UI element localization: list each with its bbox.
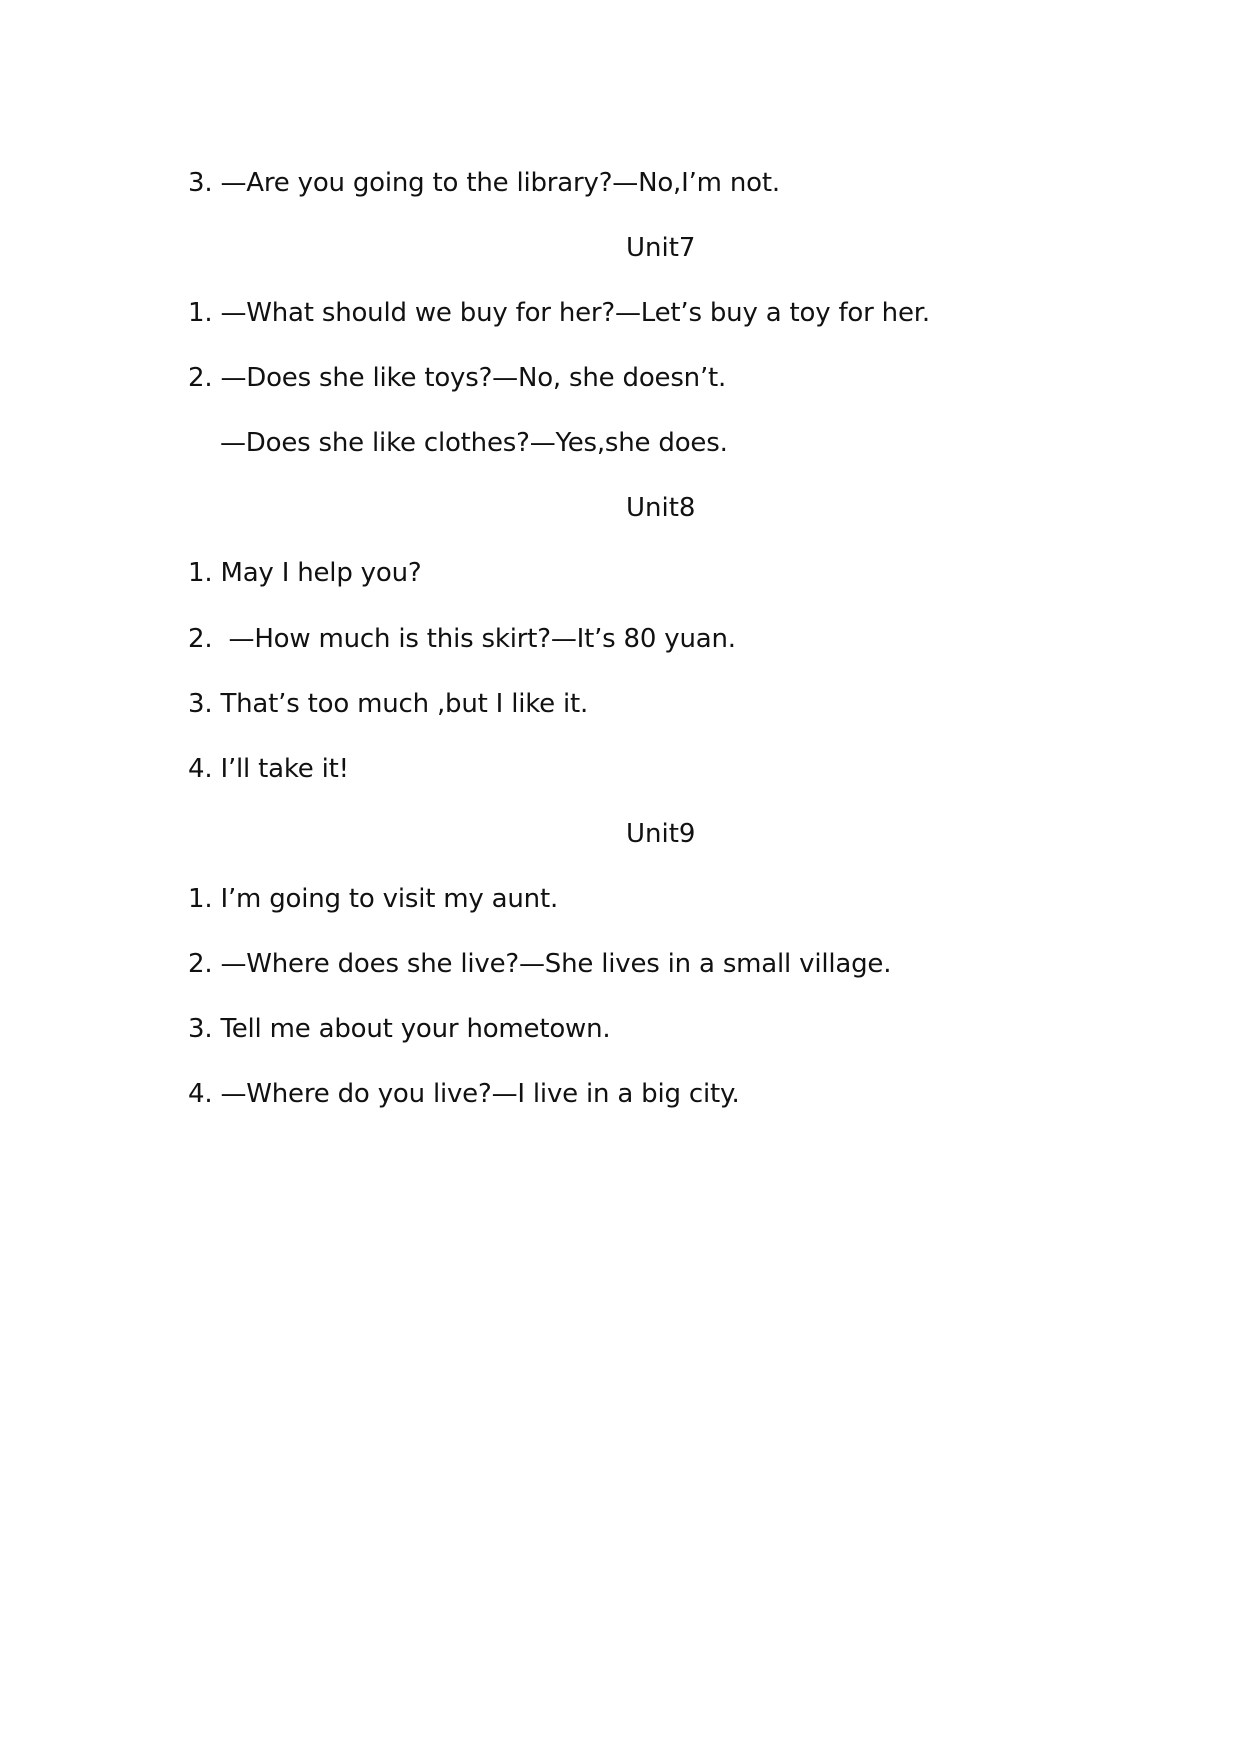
dialogue-line: 3. That’s too much ,but I like it. <box>188 689 589 719</box>
dialogue-line: 2. —How much is this skirt?—It’s 80 yuan. <box>188 624 736 654</box>
dialogue-line: 1. I’m going to visit my aunt. <box>188 884 559 914</box>
dialogue-line: 4. I’ll take it! <box>188 754 349 784</box>
section-heading-unit7: Unit7 <box>626 233 696 263</box>
section-heading-unit8: Unit8 <box>626 493 696 523</box>
dialogue-line: 4. —Where do you live?—I live in a big city. <box>188 1079 740 1109</box>
dialogue-line: —Does she like clothes?—Yes,she does. <box>220 428 728 458</box>
dialogue-line: 3. —Are you going to the library?—No,I’m not. <box>188 168 780 198</box>
section-heading-unit9: Unit9 <box>626 819 696 849</box>
dialogue-line: 1. —What should we buy for her?—Let’s buy a toy for her. <box>188 298 930 328</box>
dialogue-line: 2. —Does she like toys?—No, she doesn’t. <box>188 363 727 393</box>
dialogue-line: 2. —Where does she live?—She lives in a small village. <box>188 949 892 979</box>
dialogue-line: 1. May I help you? <box>188 558 422 588</box>
dialogue-line: 3. Tell me about your hometown. <box>188 1014 611 1044</box>
